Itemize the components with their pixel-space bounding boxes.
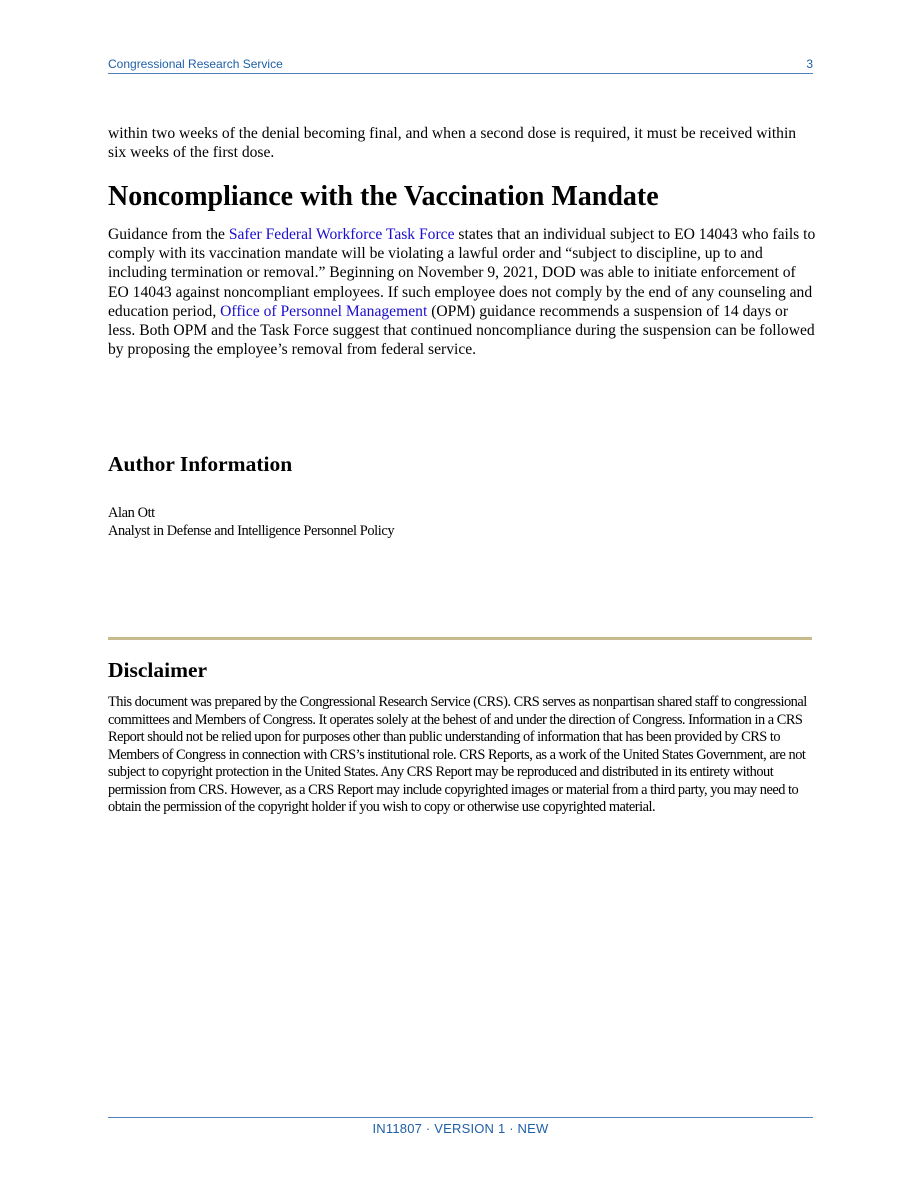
footer-id: IN11807 · VERSION 1 · NEW [372,1121,549,1136]
paragraph-text: Guidance from the [108,226,229,243]
paragraph-text: states that an individual subject to EO 14043 who fails to comply with its vaccination mandate will be violating a lawful order and “subject to discipline, up to and including termination or removal.” Beginning on November 9, 2021, DOD was able to initiate enforcement of EO 14043 against noncompliant employees. If such employee does not comply by the end of any counseling and education period, [108,226,816,320]
link-opm[interactable]: Office of Personnel Management [220,302,428,320]
disclaimer-heading: Disclaimer [108,658,208,682]
link-safer-federal-workforce[interactable]: Safer Federal Workforce Task Force [228,226,455,243]
footer-divider [108,1117,813,1118]
section-heading-noncompliance: Noncompliance with the Vaccination Mandate [108,181,659,212]
header-org: Congressional Research Service [108,57,283,71]
author-heading: Author Information [108,452,293,476]
paragraph-text: (OPM) guidance recommends a suspension of 14 days or less. Both OPM and the Task Force suggest that continued noncompliance during the suspension can be followed by proposing the employee’s removal from federal service. [108,302,815,359]
disclaimer-text: This document was prepared by the Congressional Research Service (CRS). CRS serves as nonpartisan shared staff to congressional committees and Members of Congress. It operates solely at the behest of and under the direction of Congress. Information in a CRS Report should not be relied upon for purposes other than public understanding of information that has been provided by CRS to Members of Congress in connection with CRS’s institutional role. CRS Reports, as a work of the United States Government, are not subject to copyright protection in the United States. Any CRS Report may be reproduced and distributed in its entirety without permission from CRS. However, as a CRS Report may include copyrighted images or material from a third party, you may need to obtain the permission of the copyright holder if you wish to copy or otherwise use copyrighted material. [108,694,807,815]
page-header [108,56,813,74]
author-block [108,505,394,540]
intro-paragraph: within two weeks of the denial becoming final, and when a second dose is required, it must be received within six weeks of the first dose. [108,125,797,162]
header-page-number: 3 [806,57,813,71]
author-name: Alan Ott [108,505,155,521]
author-title: Analyst in Defense and Intelligence Personnel Policy [108,522,395,539]
section-divider [108,637,812,640]
noncompliance-paragraph [108,225,818,359]
